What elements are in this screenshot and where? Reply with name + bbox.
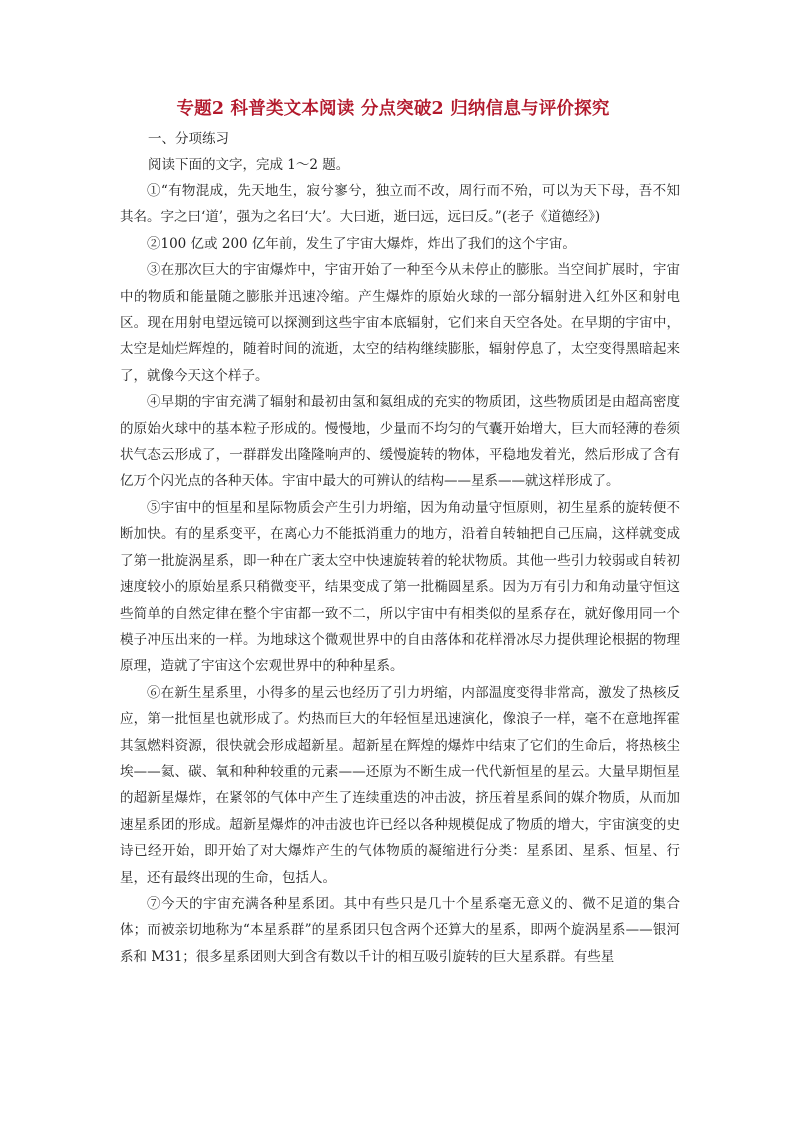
reading-instruction: 阅读下面的文字，完成 1～2 题。 bbox=[148, 157, 350, 173]
section-heading: 一、分项练习 bbox=[148, 131, 229, 147]
paragraph-7: ⑦今天的宇宙充满各种星系团。其中有些只是几十个星系毫无意义的、微不足道的集合体；而被亲切地称为“本星系群”的星系团只包含两个还算大的星系，即两个旋涡星系——银河系和 M31；很多星系团则大到含有数以千计的相互吸引旋转的巨大星系群。有些星 bbox=[120, 895, 680, 965]
paragraph-2: ②100 亿或 200 亿年前，发生了宇宙大爆炸，炸出了我们的这个宇宙。 bbox=[147, 235, 576, 252]
paragraph-5: ⑤宇宙中的恒星和星际物质会产生引力坍缩，因为角动量守恒原则，初生星系的旋转便不断加快。有的星系变平，在离心力不能抵消重力的地方，沿着自转轴把自己压扁，这样就变成了第一批旋涡星系，即一种在广袤太空中快速旋转着的轮状物质。其他一些引力较弱或自转初速度较小的原始星系只稍微变平，结果变成了第一批椭圆星系。因为万有引力和角动量守恒这些简单的自然定律在整个宇宙都一致不二，所以宇宙中有相类似的星系存在，就好像用同一个模子冲压出来的一样。为地球这个微观世界中的自由落体和花样滑冰尽力提供理论根据的物理原理，造就了宇宙这个宏观世界中的种种星系。 bbox=[120, 499, 680, 675]
paragraph-4: ④早期的宇宙充满了辐射和最初由氢和氦组成的充实的物质团，这些物质团是由超高密度的原始火球中的基本粒子形成的。慢慢地，少量而不均匀的气囊开始增大，巨大而轻薄的卷须状气态云形成了，一群群发出隆隆响声的、缓慢旋转的物体，平稳地发着光，然后形成了含有亿万个闪光点的各种天体。宇宙中最大的可辨认的结构——星系——就这样形成了。 bbox=[120, 394, 680, 490]
paragraph-6: ⑥在新生星系里，小得多的星云也经历了引力坍缩，内部温度变得非常高，激发了热核反应，第一批恒星也就形成了。灼热而巨大的年轻恒星迅速演化，像浪子一样，毫不在意地挥霍其氢燃料资源，很快就会形成超新星。超新星在辉煌的爆炸中结束了它们的生命后，将热核尘埃——氦、碳、氧和种种较重的元素——还原为不断生成一代代新恒星的星云。大量早期恒星的超新星爆炸，在紧邻的气体中产生了连续重迭的冲击波，挤压着星系间的媒介物质，从而加速星系团的形成。超新星爆炸的冲击波也许已经以各种规模促成了物质的增大，宇宙演变的史诗已经开始，即开始了对大爆炸产生的气体物质的凝缩进行分类：星系团、星系、恒星、行星，还有最终出现的生命，包括人。 bbox=[120, 684, 680, 886]
paragraph-1: ①“有物混成，先天地生，寂兮寥兮，独立而不改，周行而不殆，可以为天下母，吾不知其名。字之曰‘道’，强为之名曰‘大’。大曰逝，逝曰远，远曰反。”(老子《道德经》) bbox=[120, 183, 680, 226]
paragraph-3: ③在那次巨大的宇宙爆炸中，宇宙开始了一种至今从未停止的膨胀。当空间扩展时，宇宙中的物质和能量随之膨胀并迅速冷缩。产生爆炸的原始火球的一部分辐射进入红外区和射电区。现在用射电望远镜可以探测到这些宇宙本底辐射，它们来自天空各处。在早期的宇宙中，太空是灿烂辉煌的，随着时间的流逝，太空的结构继续膨胀，辐射停息了，太空变得黑暗起来了，就像今天这个样子。 bbox=[120, 262, 680, 384]
document-page bbox=[120, 96, 680, 970]
document-title: 专题2 科普类文本阅读 分点突破2 归纳信息与评价探究 bbox=[176, 99, 610, 119]
